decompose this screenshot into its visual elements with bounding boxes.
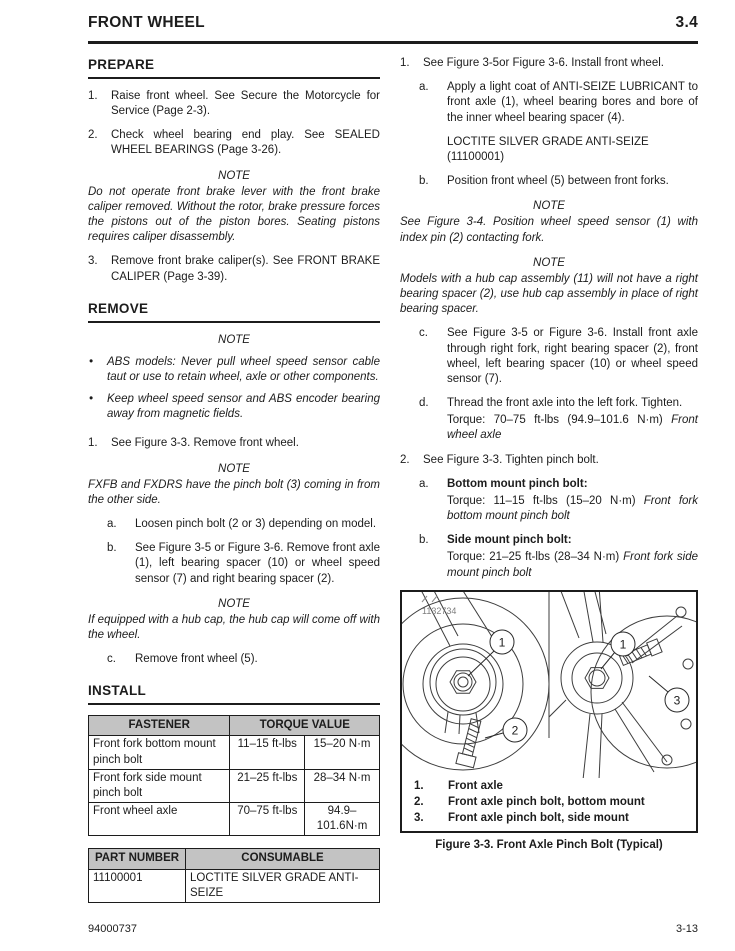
- column-header: FASTENER: [89, 716, 230, 736]
- step-text: See Figure 3-3. Remove front wheel.: [111, 437, 299, 450]
- torque-value: Torque: 70–75 ft-lbs (94.9–101.6 N·m): [447, 414, 672, 427]
- consumable-table: [88, 848, 380, 903]
- callout-1-marker: [468, 630, 514, 676]
- install-sub-c: [419, 326, 698, 387]
- substep-title: Side mount pinch bolt:: [447, 534, 572, 547]
- substep-letter: b.: [419, 175, 429, 188]
- note-label: NOTE: [218, 333, 250, 346]
- note-label: NOTE: [533, 256, 565, 269]
- substep-letter: b.: [107, 542, 117, 555]
- note-label: NOTE: [218, 462, 250, 475]
- bullet-glyph: •: [89, 355, 94, 368]
- note-text: FXFB and FXDRS have the pinch bolt (3) coming in from the other side.: [88, 478, 380, 506]
- bullet-glyph: •: [89, 393, 94, 406]
- table-cell: Front fork bottom mount pinch bolt: [89, 736, 230, 769]
- install-sub-b: [419, 174, 698, 189]
- torque-fastener-name: Front wheel axle: [447, 414, 698, 442]
- substep-letter: d.: [419, 397, 429, 410]
- note-text: Do not operate front brake lever with the front brake caliper removed. Without the rotor, brake pressure forces the pistons out of the piston bores. Seating pistons requires caliper disassembly.: [88, 185, 380, 244]
- table-cell: LOCTITE SILVER GRADE ANTI-SEIZE: [186, 869, 380, 902]
- legend-text: Front axle pinch bolt, side mount: [448, 812, 629, 825]
- torque-fastener-name: Front fork side mount pinch bolt: [447, 551, 698, 579]
- table-cell: 70–75 ft-lbs: [230, 803, 305, 836]
- legend-number: 3.: [414, 812, 424, 825]
- legend-text: Front axle pinch bolt, bottom mount: [448, 795, 645, 808]
- column-header: PART NUMBER: [89, 849, 186, 869]
- legend-number: 2.: [414, 795, 424, 808]
- install-sub-d: [419, 396, 698, 411]
- table-cell: 15–20 N·m: [305, 736, 380, 769]
- figure-3-3-box: [400, 590, 698, 834]
- torque-fastener-name: Front fork bottom mount pinch bolt: [447, 494, 698, 523]
- step-text: Raise front wheel. See Secure the Motorcycle for Service (Page 2-3).: [111, 89, 380, 117]
- step-number: 3.: [88, 255, 98, 268]
- bottom-mount-bolt-drawing: [456, 718, 485, 768]
- torque-spec: [447, 494, 698, 524]
- note-bullet-2: [88, 392, 380, 422]
- legend-text: Front axle: [448, 779, 503, 792]
- remove-sub-a: [107, 517, 380, 532]
- table-row: [89, 869, 380, 902]
- step-number: 1.: [88, 437, 98, 450]
- install-sub-a: [419, 80, 698, 126]
- table-row: [89, 769, 380, 802]
- footer-part-number: 94000737: [88, 923, 137, 935]
- figure-legend: [402, 779, 696, 832]
- note-text: Keep wheel speed sensor and ABS encoder bearing away from magnetic fields.: [107, 393, 380, 421]
- substep-title: Bottom mount pinch bolt:: [447, 477, 588, 490]
- legend-item: [414, 779, 690, 794]
- table-header-row: [89, 716, 380, 736]
- remove-step-1: [88, 436, 380, 451]
- step-text: See Figure 3-5or Figure 3-6. Install front wheel.: [423, 57, 664, 69]
- tighten-sub-b: [419, 533, 698, 548]
- header-rule: [88, 41, 698, 44]
- torque-value: Torque: 11–15 ft-lbs (15–20 N·m): [447, 494, 644, 507]
- callout-3-marker: [649, 676, 689, 712]
- substep-text: See Figure 3-5 or Figure 3-6. Install front axle through right fork, right bearing spacer (2), front wheel, left bearing spacer (10) or wheel speed sensor (7).: [447, 327, 698, 385]
- note-label: NOTE: [218, 597, 250, 610]
- footer-page-number: 3-13: [675, 923, 698, 935]
- table-row: [89, 736, 380, 769]
- table-cell: 11100001: [89, 869, 186, 902]
- substep-text: Position front wheel (5) between front forks.: [447, 175, 669, 188]
- page-content: [88, 14, 698, 903]
- column-header: TORQUE VALUE: [230, 716, 380, 736]
- table-cell: 11–15 ft-lbs: [230, 736, 305, 769]
- figure-caption: Figure 3-3. Front Axle Pinch Bolt (Typical): [435, 839, 663, 852]
- prepare-step-2: [88, 128, 380, 158]
- substep-text: Apply a light coat of ANTI-SEIZE LUBRICANT to front axle (1), wheel bearing bores and bore of the inner wheel bearing spacer (4).: [447, 81, 698, 124]
- substep-letter: a.: [419, 477, 429, 490]
- callout-1-number: 1: [619, 637, 627, 652]
- step-text: Remove front brake caliper(s). See FRONT BRAKE CALIPER (Page 3-39).: [111, 255, 380, 283]
- substep-text: Thread the front axle into the left fork. Tighten.: [447, 397, 683, 410]
- table-cell: 94.9–101.6N·m: [305, 803, 380, 836]
- note-text: If equipped with a hub cap, the hub cap will come off with the wheel.: [88, 613, 380, 642]
- install-step-1: [400, 56, 698, 71]
- torque-table: [88, 715, 380, 836]
- torque-spec: [447, 413, 698, 443]
- remove-sub-c: [107, 652, 380, 667]
- substep-letter: c.: [107, 653, 116, 666]
- substep-text: Loosen pinch bolt (2 or 3) depending on model.: [135, 518, 377, 531]
- substep-letter: a.: [107, 518, 117, 531]
- step-number: 1.: [400, 57, 410, 69]
- step-number: 1.: [88, 89, 98, 102]
- callout-3-number: 3: [673, 693, 681, 708]
- note-text: See Figure 3-4. Position wheel speed sensor (1) with index pin (2) contacting fork.: [400, 216, 698, 244]
- install-step-2: [400, 453, 698, 468]
- right-column: [400, 54, 698, 903]
- section-number: 3.4: [675, 14, 698, 31]
- front-axle-diagram: [402, 592, 696, 778]
- note-label: NOTE: [218, 169, 250, 182]
- substep-text: See Figure 3-5 or Figure 3-6. Remove front axle (1), left bearing spacer (10) or wheel speed sensor (7) and right bearing spacer (2).: [135, 542, 380, 585]
- page-header: [88, 14, 698, 32]
- torque-spec: [447, 550, 698, 580]
- table-row: [89, 803, 380, 836]
- step-text: See Figure 3-3. Tighten pinch bolt.: [423, 453, 599, 466]
- loctite-note: LOCTITE SILVER GRADE ANTI-SEIZE (11100001): [447, 135, 649, 163]
- substep-letter: a.: [419, 81, 429, 94]
- table-header-row: [89, 849, 380, 869]
- prepare-step-1: [88, 89, 380, 119]
- prepare-heading: PREPARE: [88, 56, 380, 79]
- table-cell: 28–34 N·m: [305, 769, 380, 802]
- substep-letter: c.: [419, 327, 428, 340]
- remove-sub-b: [107, 541, 380, 587]
- note-bullet-1: [88, 355, 380, 385]
- table-cell: Front wheel axle: [89, 803, 230, 836]
- column-header: CONSUMABLE: [186, 849, 380, 869]
- callout-1-number: 1: [498, 635, 506, 650]
- tighten-sub-a: [419, 477, 698, 492]
- legend-item: [414, 811, 690, 826]
- note-text: Models with a hub cap assembly (11) will not have a right bearing spacer (2), use hub cap assembly in place of right bearing spacer.: [400, 272, 698, 316]
- torque-value: Torque: 21–25 ft-lbs (28–34 N·m): [447, 551, 624, 564]
- table-cell: 21–25 ft-lbs: [230, 769, 305, 802]
- note-text: ABS models: Never pull wheel speed sensor cable taut or use to retain wheel, axle or other components.: [107, 355, 380, 383]
- legend-number: 1.: [414, 779, 424, 792]
- left-column: [88, 54, 380, 903]
- prepare-step-3: [88, 254, 380, 284]
- step-text: Check wheel bearing end play. See SEALED WHEEL BEARINGS (Page 3-26).: [111, 129, 380, 157]
- callout-2-number: 2: [511, 723, 519, 738]
- figure-watermark: 1132734: [422, 605, 457, 616]
- callout-2-marker: [485, 718, 527, 742]
- note-label: NOTE: [533, 200, 565, 213]
- remove-heading: REMOVE: [88, 300, 380, 323]
- step-number: 2.: [88, 129, 98, 142]
- step-number: 2.: [400, 453, 410, 466]
- substep-letter: b.: [419, 534, 429, 547]
- install-heading: INSTALL: [88, 682, 380, 705]
- table-cell: Front fork side mount pinch bolt: [89, 769, 230, 802]
- legend-item: [414, 795, 690, 810]
- page-footer: [88, 923, 698, 935]
- substep-text: Remove front wheel (5).: [135, 653, 258, 666]
- page-title: FRONT WHEEL: [88, 14, 205, 31]
